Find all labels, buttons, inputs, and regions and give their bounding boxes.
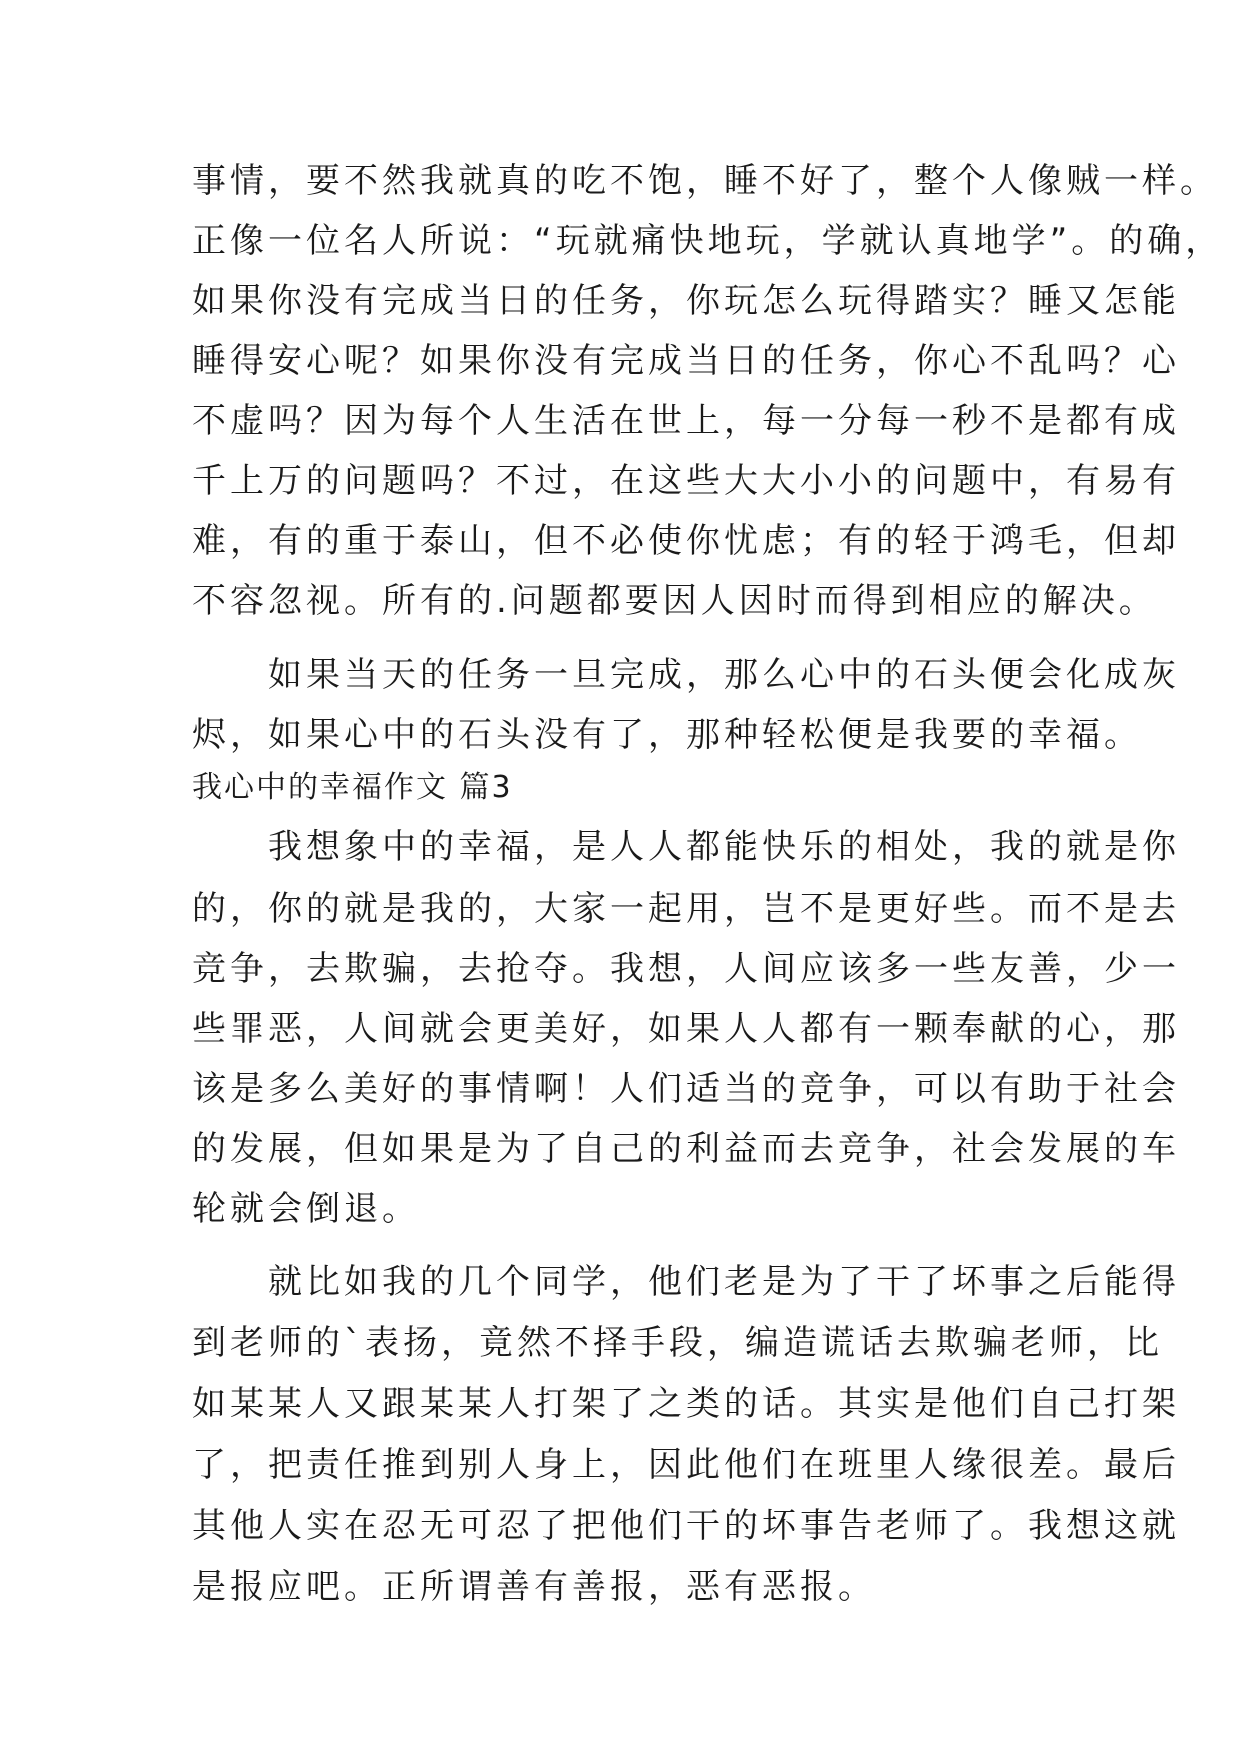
text-line: 如某某人又跟某某人打架了之类的话。其实是他们自己打架 [192,1384,1180,1424]
text-line: 不容忽视。所有的.问题都要因人因时而得到相应的解决。 [192,581,1157,621]
text-line: 的，你的就是我的，大家一起用，岂不是更好些。而不是去 [192,889,1180,929]
text-line: 如果当天的任务一旦完成，那么心中的石头便会化成灰 [192,655,1180,695]
text-line: 是报应吧。正所谓善有善报，恶有恶报。 [192,1567,876,1607]
text-line: 难，有的重于泰山，但不必使你忧虑；有的轻于鸿毛，但却 [192,521,1180,561]
text-line: 如果你没有完成当日的任务，你玩怎么玩得踏实？睡又怎能 [192,281,1180,321]
text-line: 到老师的`表扬，竟然不择手段，编造谎话去欺骗老师，比 [192,1323,1163,1363]
text-line: 竞争，去欺骗，去抢夺。我想，人间应该多一些友善，少一 [192,949,1180,989]
text-line: 轮就会倒退。 [192,1189,420,1229]
text-line: 事情，要不然我就真的吃不饱，睡不好了，整个人像贼一样。 [192,161,1218,201]
text-line: 就比如我的几个同学，他们老是为了干了坏事之后能得 [192,1262,1180,1302]
text-line: 其他人实在忍无可忍了把他们干的坏事告老师了。我想这就 [192,1506,1180,1546]
text-line: 该是多么美好的事情啊！人们适当的竞争，可以有助于社会 [192,1069,1180,1109]
section-heading: 我心中的幸福作文 篇3 [192,770,513,805]
text-line: 千上万的问题吗？不过，在这些大大小小的问题中，有易有 [192,461,1180,501]
text-line: 不虚吗？因为每个人生活在世上，每一分每一秒不是都有成 [192,401,1180,441]
text-line: 烬，如果心中的石头没有了，那种轻松便是我要的幸福。 [192,715,1142,755]
text-line: 了，把责任推到别人身上，因此他们在班里人缘很差。最后 [192,1445,1180,1485]
text-line: 的发展，但如果是为了自己的利益而去竞争，社会发展的车 [192,1129,1180,1169]
text-line: 睡得安心呢？如果你没有完成当日的任务，你心不乱吗？心 [192,341,1180,381]
text-line: 些罪恶，人间就会更美好，如果人人都有一颗奉献的心，那 [192,1009,1180,1049]
text-line: 我想象中的幸福，是人人都能快乐的相处，我的就是你 [192,827,1180,867]
text-line: 正像一位名人所说：“玩就痛快地玩，学就认真地学”。的确， [192,221,1224,261]
